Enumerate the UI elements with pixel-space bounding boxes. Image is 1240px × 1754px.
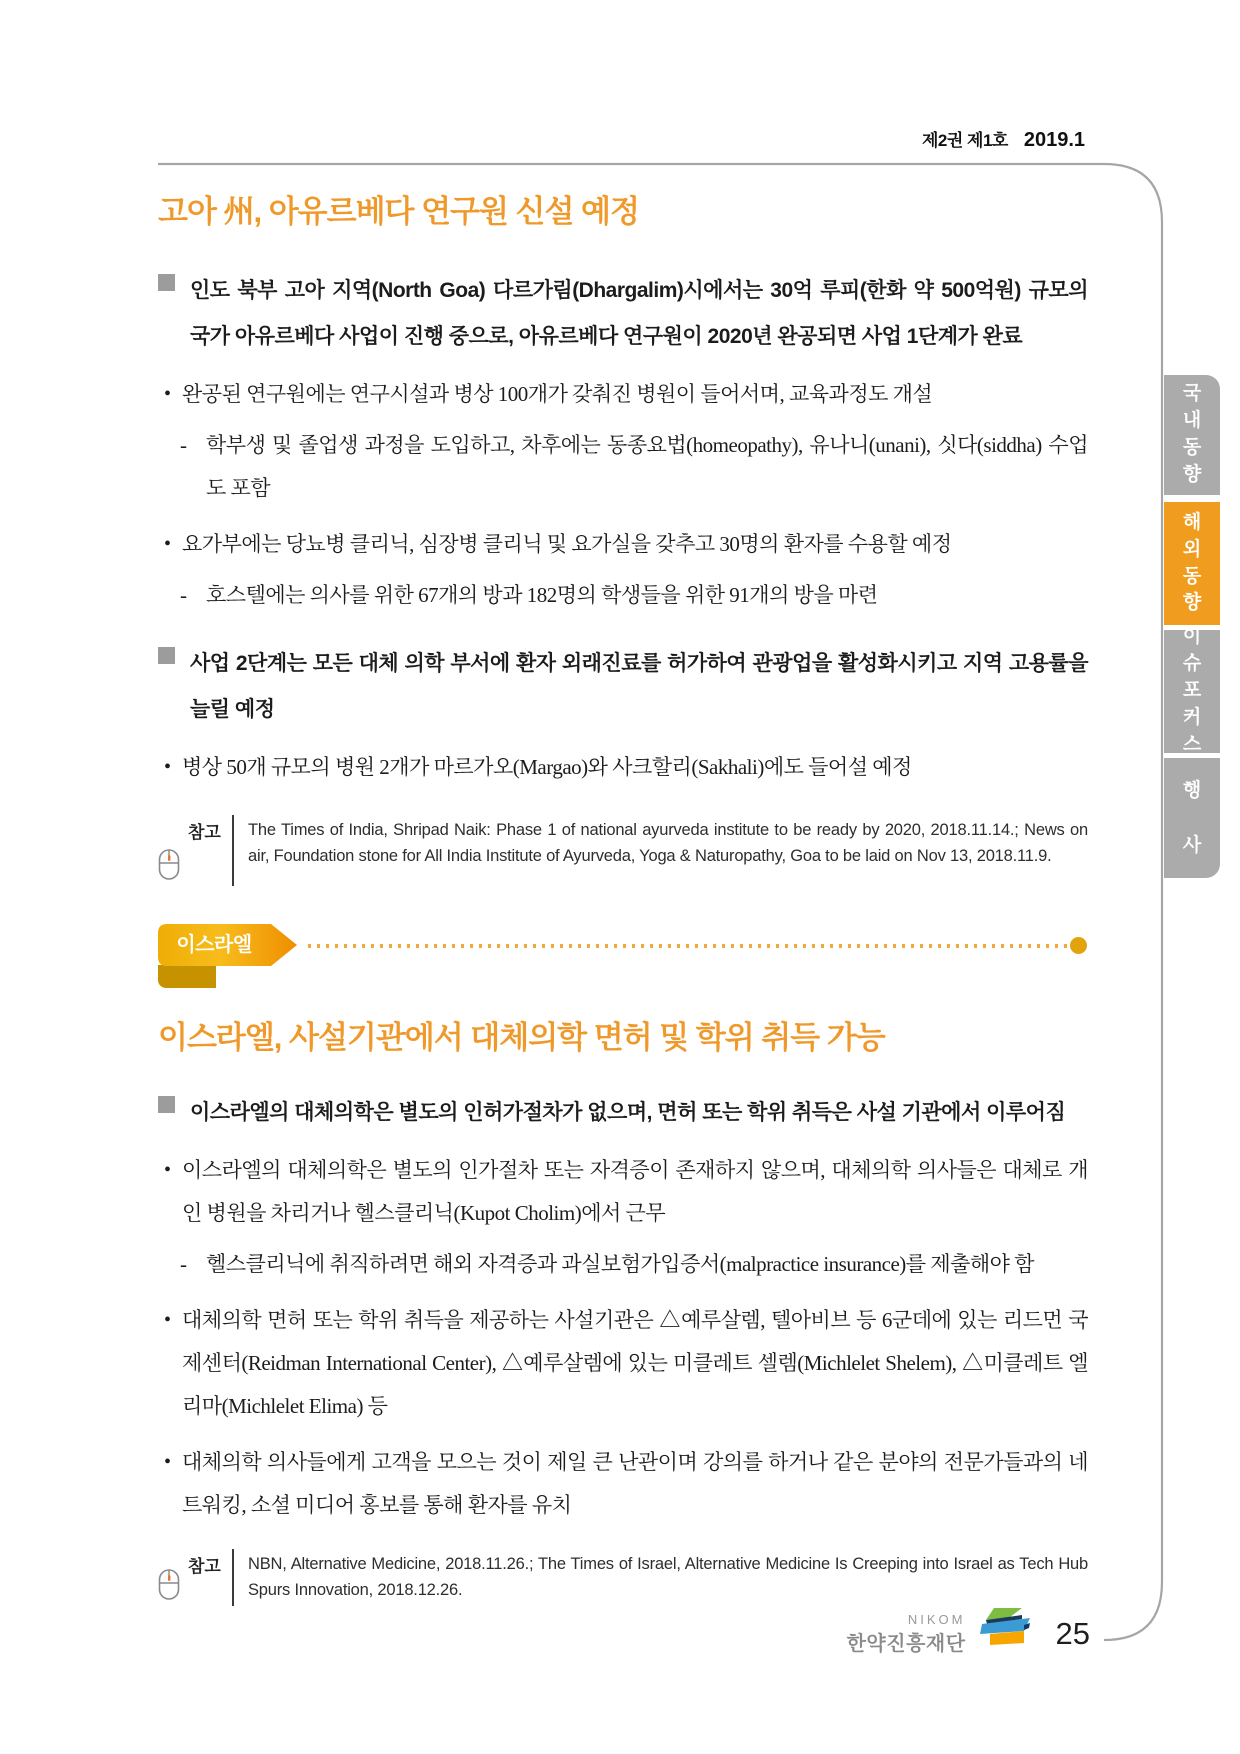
publisher-brand — [847, 1612, 966, 1656]
issue-volume: 제2권 제1호 — [922, 131, 1008, 150]
tab-label: 행사 — [1182, 779, 1202, 856]
paragraph-bullet — [164, 746, 1088, 789]
reference-label: 참고 — [188, 1557, 221, 1576]
tab-label: 국내동향 — [1182, 383, 1202, 485]
square-bullet-icon — [158, 274, 175, 291]
page-number: 25 — [1055, 1615, 1090, 1651]
nikom-logo-icon — [980, 1608, 1034, 1659]
paragraph-square — [158, 268, 1088, 360]
badge-fold — [158, 965, 216, 988]
leader-end-dot-icon — [1070, 937, 1087, 954]
tab-label: 이슈포커스 — [1182, 626, 1202, 755]
paragraph-text: 완공된 연구원에는 연구시설과 병상 100개가 갖춰진 병원이 들어서며, 교육과정도 개설 — [182, 382, 933, 406]
square-bullet-icon — [158, 1096, 175, 1113]
paragraph-text: 사업 2단계는 모든 대체 의학 부서에 환자 외래진료를 허가하여 관광업을 활성화시키고 지역 고용률을 늘릴 예정 — [190, 652, 1088, 721]
paragraph-text: 학부생 및 졸업생 과정을 도입하고, 차후에는 동종요법(homeopathy), 유나니(unani), 싯다(siddha) 수업도 포함 — [206, 433, 1088, 500]
reference-label: 참고 — [188, 823, 221, 842]
paragraph-square — [158, 1090, 1088, 1136]
square-bullet-icon — [158, 647, 175, 664]
paragraph-dash — [180, 1243, 1088, 1286]
paragraph-square — [158, 641, 1088, 733]
dot-bullet-icon: • — [164, 1159, 172, 1181]
tab-domestic-trends[interactable] — [1164, 375, 1220, 495]
page-footer — [847, 1608, 1090, 1659]
dot-bullet-icon: • — [164, 756, 172, 778]
dash-bullet-icon: - — [180, 1252, 187, 1276]
paragraph-text: 요가부에는 당뇨병 클리닉, 심장병 클리닉 및 요가실을 갖추고 30명의 환자를 수용할 예정 — [182, 532, 952, 556]
dash-bullet-icon: - — [180, 433, 187, 457]
main-content — [158, 190, 1088, 1606]
issue-header — [922, 126, 1085, 152]
issue-date: 2019.1 — [1023, 129, 1085, 151]
country-badge-row — [158, 924, 1088, 990]
paragraph-text: 인도 북부 고아 지역(North Goa) 다르가림(Dhargalim)시에서는 30억 루피(한화 약 500억원) 규모의 국가 아유르베다 사업이 진행 중으로, 아유르베다 연구원이 2020년 완공되면 사업 1단계가 완료 — [190, 279, 1088, 348]
paragraph-text: 호스텔에는 의사를 위한 67개의 방과 182명의 학생들을 위한 91개의 방을 마련 — [206, 583, 878, 607]
paragraph-bullet — [164, 1149, 1088, 1235]
dot-bullet-icon: • — [164, 1451, 172, 1473]
publisher-name-en: NIKOM — [907, 1611, 966, 1627]
dotted-leader-line — [308, 944, 1070, 948]
paragraph-bullet — [164, 523, 1088, 566]
dot-bullet-icon: • — [164, 1309, 172, 1331]
country-badge-label: 이스라엘 — [176, 934, 252, 956]
paragraph-bullet — [164, 373, 1088, 416]
article-title-israel: 이스라엘, 사설기관에서 대체의학 면허 및 학위 취득 가능 — [158, 1020, 885, 1055]
reference-text: NBN, Alternative Medicine, 2018.11.26.; The Times of Israel, Alternative Medicine Is Creeping into Israel as Tech Hub Spurs Innovation, 2018.12.26. — [248, 1555, 1088, 1599]
reference-text: The Times of India, Shripad Naik: Phase 1 of national ayurveda institute to be ready by 2020, 2018.11.14.; News on air, Foundation stone for All India Institute of Ayurveda, Yoga & Naturopathy, Goa to be laid on Nov 13, 2018.11.9. — [248, 821, 1088, 865]
tab-events[interactable] — [1164, 758, 1220, 878]
tab-overseas-trends-active[interactable] — [1164, 502, 1220, 625]
paragraph-text: 이스라엘의 대체의학은 별도의 인허가절차가 없으며, 면허 또는 학위 취득은 사설 기관에서 이루어짐 — [190, 1101, 1066, 1124]
dot-bullet-icon: • — [164, 533, 172, 555]
paragraph-text: 병상 50개 규모의 병원 2개가 마르가오(Margao)와 사크할리(Sakhali)에도 들어설 예정 — [182, 755, 912, 779]
article-title-goa: 고아 州, 아유르베다 연구원 신설 예정 — [158, 194, 639, 229]
paragraph-text: 헬스클리닉에 취직하려면 해외 자격증과 과실보험가입증서(malpractice insurance)를 제출해야 함 — [206, 1252, 1034, 1276]
reference-block — [158, 1549, 1088, 1606]
paragraph-text: 대체의학 의사들에게 고객을 모으는 것이 제일 큰 난관이며 강의를 하거나 같은 분야의 전문가들과의 네트워킹, 소셜 미디어 홍보를 통해 환자를 유치 — [182, 1450, 1088, 1517]
paragraph-bullet — [164, 1441, 1088, 1527]
paragraph-dash — [180, 574, 1088, 617]
dash-bullet-icon: - — [180, 583, 187, 607]
mouse-icon — [158, 1549, 188, 1606]
tab-label: 해외동향 — [1182, 511, 1202, 614]
paragraph-dash — [180, 424, 1088, 510]
paragraph-text: 이스라엘의 대체의학은 별도의 인가절차 또는 자격증이 존재하지 않으며, 대체의학 의사들은 대체로 개인 병원을 차리거나 헬스클리닉(Kupot Cholim)에서 근무 — [182, 1158, 1088, 1225]
paragraph-bullet — [164, 1299, 1088, 1428]
paragraph-text: 대체의학 면허 또는 학위 취득을 제공하는 사설기관은 △예루살렘, 텔아비브 등 6군데에 있는 리드먼 국제센터(Reidman International Center), △예루살렘에 있는 미클레트 셀렘(Michlelet Shelem), △미클레트 엘리마(Michlelet Elima) 등 — [182, 1308, 1088, 1418]
reference-block — [158, 815, 1088, 886]
dot-bullet-icon: • — [164, 383, 172, 405]
tab-issue-focus[interactable] — [1164, 626, 1220, 755]
publisher-name-ko: 한약진흥재단 — [846, 1632, 966, 1655]
mouse-icon — [158, 815, 188, 886]
